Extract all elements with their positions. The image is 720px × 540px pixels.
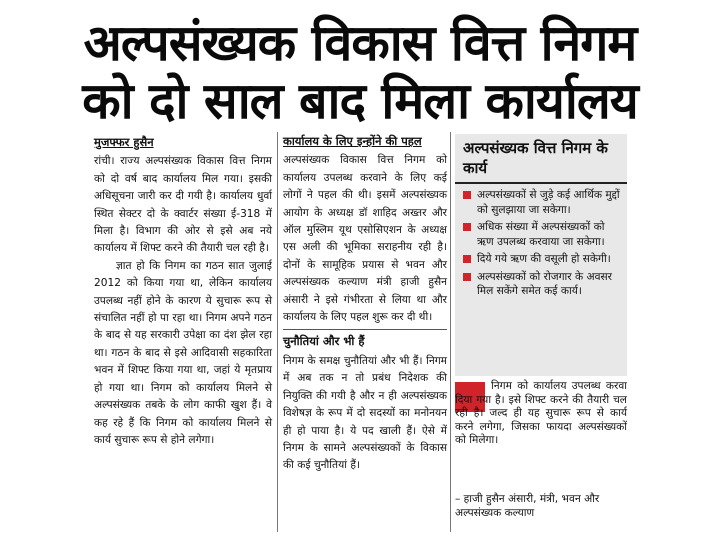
headline-line-1: अल्पसंख्यक विकास वित्त निगम (83, 14, 637, 72)
article-column-1 (94, 132, 272, 449)
square-bullet-icon (463, 223, 471, 231)
sidebar-list (455, 188, 627, 299)
headline-line-2: को दो साल बाद मिला कार्यालय (82, 72, 638, 130)
paragraph: रांची। राज्य अल्पसंख्यक विकास वित्त निगम को दो वर्ष बाद कार्यालय मिल गया। इसकी अधिसूचना जारी कर दी गयी है। कार्यालय धुर्वा स्थित सेक्टर दो के क्वार्टर संख्या ई-318 में मिला है। विभाग की ओर से इसे अब नये कार्यालय में शिफ्ट करने की तैयारी चल रही है। (94, 155, 272, 255)
article-column-2 (283, 132, 447, 475)
list-item (463, 188, 623, 217)
paragraph: ज्ञात हो कि निगम का गठन सात जुलाई 2012 को किया गया था, लेकिन कार्यालय उपलब्ध नहीं होने के कारण ये सुचारू रूप से संचालित नहीं हो पा रहा था। निगम अपने गठन के बाद से यह सरकारी उपेक्षा का दंश झेल रहा था। गठन के बाद से इसे आदिवासी सहकारिता भवन में शिफ्ट किया गया था, जहां ये मृतप्राय हो गया था। निगम को कार्यालय मिलने से अल्पसंख्यक तबके के लोग काफी खुश हैं। वे कह रहे हैं कि निगम को कार्यालय मिलने से कार्य सुचारू रूप से होने लगेगा। (94, 259, 272, 446)
subheading: चुनौतियां और भी हैं (283, 334, 365, 349)
list-item (463, 252, 623, 267)
list-item-text: अधिक संख्या में अल्पसंख्यकों को ऋण उपलब्ध करवाया जा सकेगा। (477, 221, 605, 248)
list-item-text: अल्पसंख्यकों को रोजगार के अवसर मिल सकेंगे समेत कई कार्य। (477, 270, 612, 297)
square-bullet-icon (463, 273, 471, 281)
column-divider (277, 132, 278, 532)
list-item-text: अल्पसंख्यकों से जुड़े कई आर्थिक मुद्दों को सुलझाया जा सकेगा। (477, 189, 620, 216)
square-bullet-icon (463, 255, 471, 263)
square-bullet-icon (463, 191, 471, 199)
quote-credit: – हाजी हुसैन अंसारी, मंत्री, भवन और अल्पसंख्यक कल्याण (455, 493, 600, 519)
list-item (463, 220, 623, 249)
list-item (463, 270, 623, 299)
subheading: कार्यालय के लिए इन्होंने की पहल (283, 134, 422, 148)
column-divider (450, 132, 451, 532)
sidebar-title: अल्पसंख्यक वित्त निगम के कार्य (455, 134, 627, 184)
byline: मुजफ्फर हुसैन (94, 135, 154, 149)
list-item-text: दिये गये ऋण की वसूली हो सकेगी। (477, 253, 611, 265)
paragraph: अल्पसंख्यक विकास वित्त निगम को कार्यालय उपलब्ध करवाने के लिए कई लोगों ने पहल की थी। इसमें अल्पसंख्यक आयोग के अध्यक्ष डॉ शाहिद अख्तर और ऑल मुस्लिम यूथ एसोसिएशन के अध्यक्ष एस अली की भूमिका सराहनीय रही है। दोनों के सामूहिक प्रयास से भवन और अल्पसंख्यक कल्याण मंत्री हाजी हुसैन अंसारी ने इसे गंभीरता से लिया था और कार्यालय के लिए पहल शुरू कर दी थी। (283, 154, 447, 324)
divider (283, 329, 447, 330)
quote-text: निगम को कार्यालय उपलब्ध करवा दिया गया है। इसे शिफ्ट करने की तैयारी चल रही है। जल्द ही यह सुचारू रूप से कार्य करने लगेगा, जिसका फायदा अल्पसंख्यकों को मिलेगा। (455, 380, 627, 446)
paragraph: निगम के समक्ष चुनौतियां और भी हैं। निगम में अब तक न तो प्रबंध निदेशक की नियुक्ति की गयी है और न ही अल्पसंख्यक विशेषज्ञ के रूप में दो सदस्यों का मनोनयन ही हो पाया है। ये पद खाली हैं। ऐसे में निगम के सामने अल्पसंख्यकों के विकास की कई चुनौतियां हैं। (283, 354, 447, 472)
sidebar-box (455, 134, 627, 376)
